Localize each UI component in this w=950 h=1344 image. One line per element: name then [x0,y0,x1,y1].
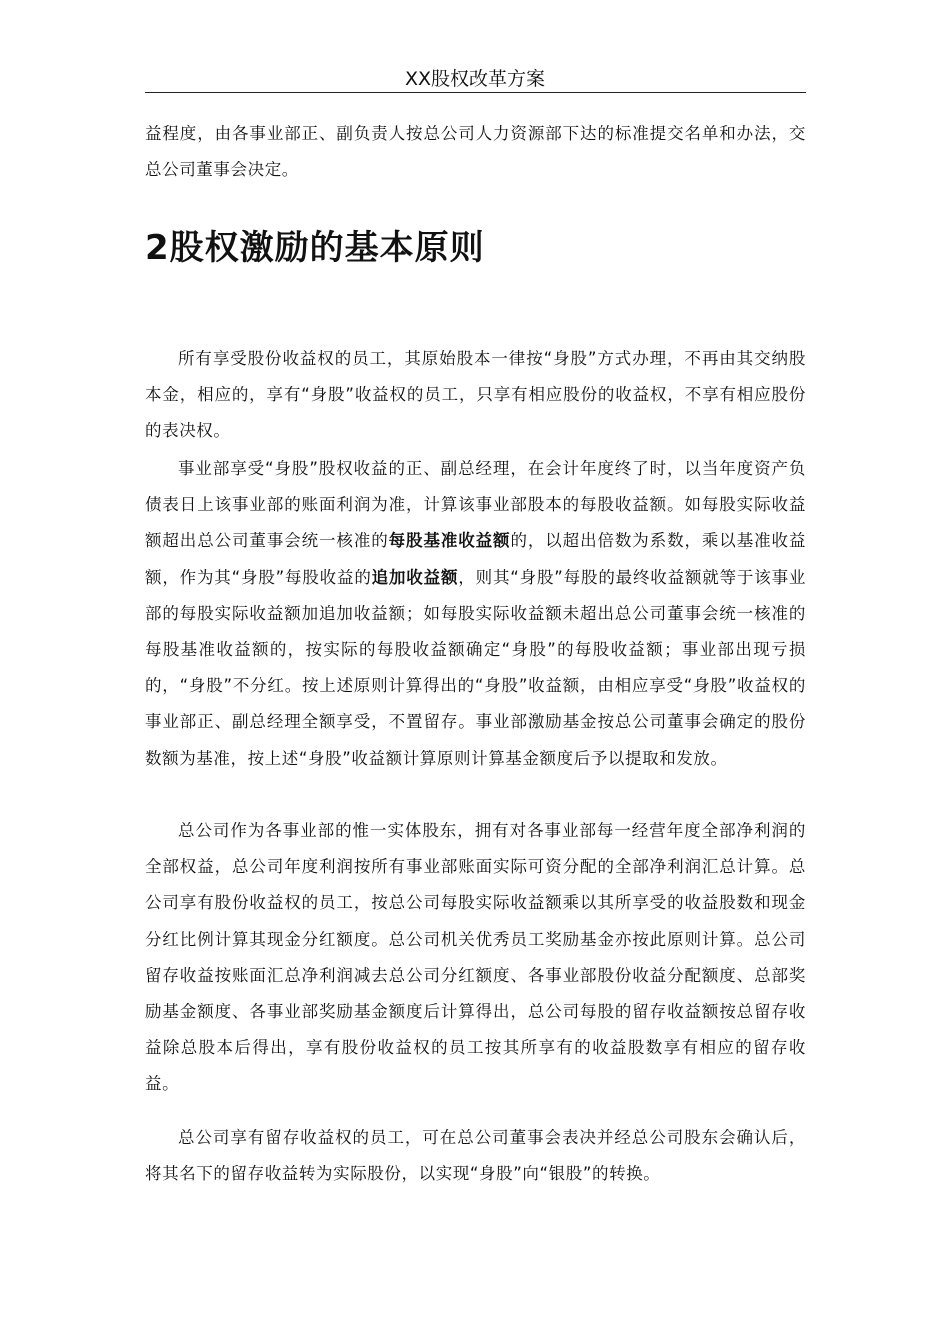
paragraph-3: 总公司作为各事业部的惟一实体股东，拥有对各事业部每一经营年度全部净利润的全部权益，总公司年度利润按所有事业部账面实际可资分配的全部净利润汇总计算。总公司享有股份收益权的员工，按总公司每股实际收益额乘以其所享受的收益股数和现金分红比例计算其现金分红额度。总公司机关优秀员工奖励基金亦按此原则计算。总公司留存收益按账面汇总净利润减去总公司分红额度、各事业部股份收益分配额度、总部奖励基金额度、各事业部奖励基金额度后计算得出，总公司每股的留存收益额按总留存收益除总股本后得出，享有股份收益权的员工按其所享有的收益股数享有相应的留存收益。 [145,821,806,1094]
header-divider [145,92,806,93]
section-heading: 2股权激励的基本原则 [145,228,485,268]
paragraph-2 [145,451,806,777]
page-header-title: XX股权改革方案 [404,68,546,90]
bold-term-base-earnings: 每股基准收益额 [388,531,511,551]
paragraph-2-text-b: 的，以超出倍数为系数，乘以基准收益额，作为其“身股”每股收益的 [145,531,807,587]
paragraph-4: 总公司享有留存收益权的员工，可在总公司董事会表决并经总公司股东会确认后，将其名下的留存收益转为实际股份，以实现“身股”向“银股”的转换。 [145,1128,806,1184]
paragraph-1: 所有享受股份收益权的员工，其原始股本一律按“身股”方式办理，不再由其交纳股本金，相应的，享有“身股”收益权的员工，只享有相应股份的收益权，不享有相应股份的表决权。 [145,349,806,441]
paragraph-2-text-a: 事业部享受“身股”股权收益的正、副总经理，在会计年度终了时，以当年度资产负债表日上该事业部的账面利润为准，计算该事业部股本的每股收益额。如每股实际收益额超出总公司董事会统一核准的 [145,459,806,551]
paragraph-2-text-c: ，则其“身股”每股的最终收益额就等于该事业部的每股实际收益额加追加收益额；如每股实际收益额未超出总公司董事会统一核准的每股基准收益额的，按实际的每股收益额确定“身股”的每股收益额；事业部出现亏损的，“身股”不分红。按上述原则计算得出的“身股”收益额，由相应享受“身股”收益权的事业部正、副总经理全额享受，不置留存。事业部激励基金按总公司董事会确定的股份数额为基准，按上述“身股”收益额计算原则计算基金额度后予以提取和发放。 [145,567,807,768]
bold-term-additional-earnings: 追加收益额 [371,567,459,587]
continued-paragraph: 益程度，由各事业部正、副负责人按总公司人力资源部下达的标准提交名单和办法，交总公司董事会决定。 [145,124,806,180]
